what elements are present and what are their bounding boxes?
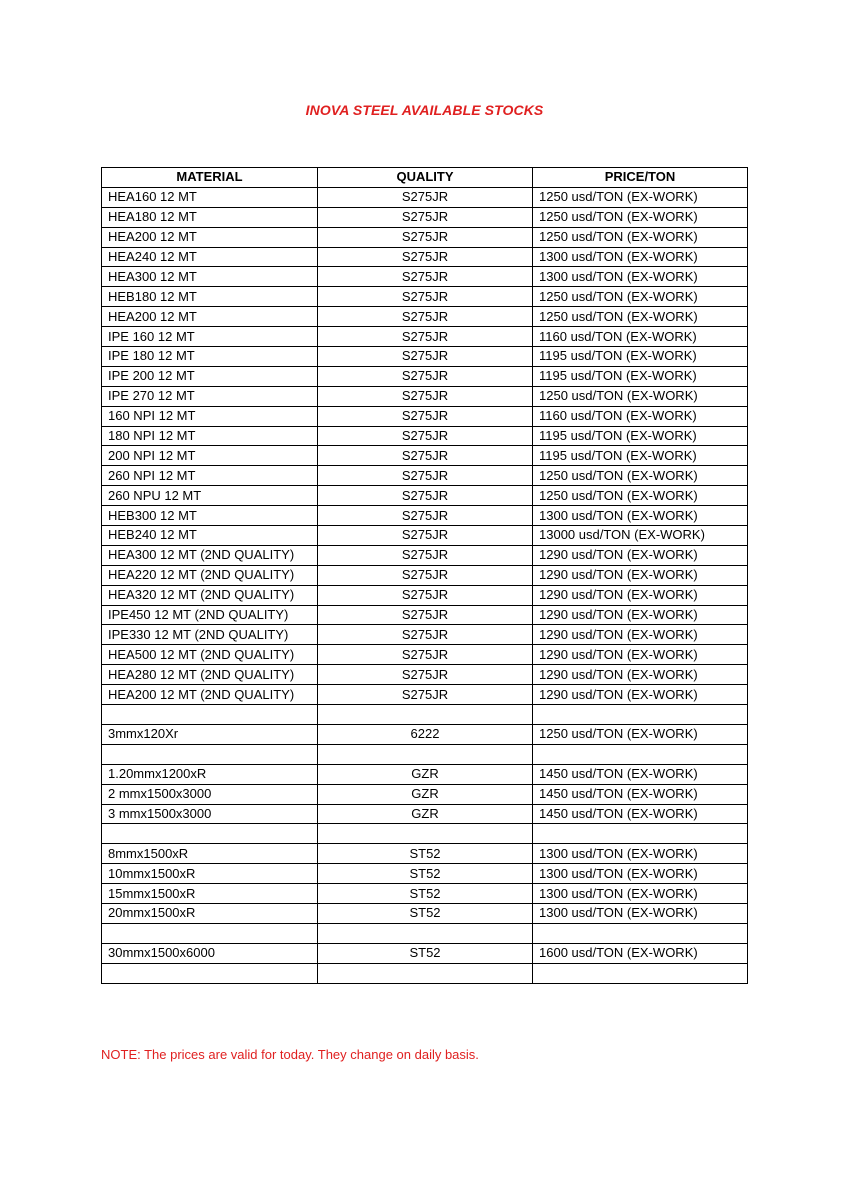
price-cell: 1160 usd/TON (EX-WORK) [533, 406, 748, 426]
table-row [102, 724, 748, 744]
price-cell: 1300 usd/TON (EX-WORK) [533, 247, 748, 267]
material-cell: IPE 160 12 MT [102, 327, 318, 347]
price-cell: 1250 usd/TON (EX-WORK) [533, 227, 748, 247]
quality-cell: S275JR [318, 545, 533, 565]
quality-cell: S275JR [318, 466, 533, 486]
table-row [102, 347, 748, 367]
quality-cell [318, 923, 533, 943]
table-row [102, 903, 748, 923]
material-cell: IPE450 12 MT (2ND QUALITY) [102, 605, 318, 625]
price-cell: 1160 usd/TON (EX-WORK) [533, 327, 748, 347]
table-row [102, 605, 748, 625]
price-cell: 1290 usd/TON (EX-WORK) [533, 625, 748, 645]
price-cell: 1250 usd/TON (EX-WORK) [533, 386, 748, 406]
price-cell [533, 744, 748, 764]
table-row [102, 585, 748, 605]
quality-cell: S275JR [318, 327, 533, 347]
table-row [102, 187, 748, 207]
material-cell: HEA240 12 MT [102, 247, 318, 267]
material-cell: HEA200 12 MT [102, 307, 318, 327]
table-row [102, 665, 748, 685]
stock-table [101, 167, 748, 984]
price-cell: 1450 usd/TON (EX-WORK) [533, 764, 748, 784]
stock-table-body [102, 187, 748, 983]
quality-cell: S275JR [318, 406, 533, 426]
quality-cell: S275JR [318, 526, 533, 546]
quality-cell: ST52 [318, 903, 533, 923]
table-row [102, 466, 748, 486]
table-row [102, 943, 748, 963]
price-cell [533, 923, 748, 943]
material-cell: 200 NPI 12 MT [102, 446, 318, 466]
material-cell: 2 mmx1500x3000 [102, 784, 318, 804]
quality-cell: S275JR [318, 565, 533, 585]
material-cell: 3mmx120Xr [102, 724, 318, 744]
table-row [102, 844, 748, 864]
material-cell: IPE 180 12 MT [102, 347, 318, 367]
table-row [102, 267, 748, 287]
table-row [102, 526, 748, 546]
quality-cell: S275JR [318, 247, 533, 267]
table-row [102, 247, 748, 267]
quality-cell: S275JR [318, 446, 533, 466]
quality-cell: ST52 [318, 884, 533, 904]
quality-cell: S275JR [318, 665, 533, 685]
price-cell: 1250 usd/TON (EX-WORK) [533, 287, 748, 307]
material-cell [102, 963, 318, 983]
table-row [102, 426, 748, 446]
price-cell: 1290 usd/TON (EX-WORK) [533, 665, 748, 685]
material-cell: 180 NPI 12 MT [102, 426, 318, 446]
quality-cell: S275JR [318, 347, 533, 367]
quality-cell: S275JR [318, 287, 533, 307]
header-material: MATERIAL [102, 168, 318, 188]
quality-cell: GZR [318, 804, 533, 824]
quality-cell: GZR [318, 784, 533, 804]
material-cell [102, 744, 318, 764]
quality-cell [318, 963, 533, 983]
quality-cell: S275JR [318, 585, 533, 605]
material-cell: 3 mmx1500x3000 [102, 804, 318, 824]
table-row [102, 207, 748, 227]
material-cell: 8mmx1500xR [102, 844, 318, 864]
material-cell: HEB300 12 MT [102, 506, 318, 526]
quality-cell: S275JR [318, 307, 533, 327]
price-cell: 1290 usd/TON (EX-WORK) [533, 605, 748, 625]
header-row [102, 168, 748, 188]
quality-cell: S275JR [318, 227, 533, 247]
price-cell: 1250 usd/TON (EX-WORK) [533, 466, 748, 486]
table-row [102, 744, 748, 764]
table-row [102, 227, 748, 247]
quality-cell [318, 705, 533, 725]
table-row [102, 645, 748, 665]
quality-cell: S275JR [318, 187, 533, 207]
quality-cell: S275JR [318, 267, 533, 287]
material-cell: 1.20mmx1200xR [102, 764, 318, 784]
material-cell: HEA180 12 MT [102, 207, 318, 227]
material-cell: HEA300 12 MT (2ND QUALITY) [102, 545, 318, 565]
price-cell: 1300 usd/TON (EX-WORK) [533, 903, 748, 923]
price-cell: 1195 usd/TON (EX-WORK) [533, 426, 748, 446]
material-cell: IPE 270 12 MT [102, 386, 318, 406]
table-row [102, 625, 748, 645]
material-cell: HEA320 12 MT (2ND QUALITY) [102, 585, 318, 605]
price-cell: 1250 usd/TON (EX-WORK) [533, 307, 748, 327]
material-cell: HEA160 12 MT [102, 187, 318, 207]
table-row [102, 406, 748, 426]
price-cell: 1290 usd/TON (EX-WORK) [533, 585, 748, 605]
quality-cell: ST52 [318, 864, 533, 884]
quality-cell: S275JR [318, 366, 533, 386]
table-row [102, 923, 748, 943]
material-cell: 15mmx1500xR [102, 884, 318, 904]
document-title: INOVA STEEL AVAILABLE STOCKS [305, 102, 544, 118]
price-cell: 1195 usd/TON (EX-WORK) [533, 366, 748, 386]
table-row [102, 366, 748, 386]
material-cell: HEB240 12 MT [102, 526, 318, 546]
material-cell [102, 824, 318, 844]
price-cell: 1450 usd/TON (EX-WORK) [533, 804, 748, 824]
quality-cell: S275JR [318, 207, 533, 227]
material-cell [102, 705, 318, 725]
price-cell: 1290 usd/TON (EX-WORK) [533, 685, 748, 705]
quality-cell: 6222 [318, 724, 533, 744]
price-cell: 1250 usd/TON (EX-WORK) [533, 187, 748, 207]
material-cell: HEA220 12 MT (2ND QUALITY) [102, 565, 318, 585]
price-cell [533, 824, 748, 844]
table-row [102, 287, 748, 307]
price-cell: 1300 usd/TON (EX-WORK) [533, 844, 748, 864]
quality-cell: S275JR [318, 386, 533, 406]
price-cell: 1290 usd/TON (EX-WORK) [533, 545, 748, 565]
table-row [102, 824, 748, 844]
material-cell: HEA500 12 MT (2ND QUALITY) [102, 645, 318, 665]
quality-cell: GZR [318, 764, 533, 784]
price-cell: 1300 usd/TON (EX-WORK) [533, 884, 748, 904]
price-cell: 1250 usd/TON (EX-WORK) [533, 724, 748, 744]
price-cell: 1600 usd/TON (EX-WORK) [533, 943, 748, 963]
table-row [102, 506, 748, 526]
material-cell: 10mmx1500xR [102, 864, 318, 884]
material-cell: 20mmx1500xR [102, 903, 318, 923]
header-price: PRICE/TON [533, 168, 748, 188]
quality-cell: S275JR [318, 605, 533, 625]
price-cell: 1300 usd/TON (EX-WORK) [533, 267, 748, 287]
table-row [102, 764, 748, 784]
quality-cell [318, 744, 533, 764]
price-cell: 13000 usd/TON (EX-WORK) [533, 526, 748, 546]
material-cell [102, 923, 318, 943]
table-row [102, 565, 748, 585]
material-cell: HEB180 12 MT [102, 287, 318, 307]
quality-cell: S275JR [318, 625, 533, 645]
table-row [102, 386, 748, 406]
material-cell: IPE 200 12 MT [102, 366, 318, 386]
price-cell: 1290 usd/TON (EX-WORK) [533, 565, 748, 585]
table-row [102, 446, 748, 466]
price-cell: 1250 usd/TON (EX-WORK) [533, 207, 748, 227]
material-cell: 160 NPI 12 MT [102, 406, 318, 426]
table-row [102, 864, 748, 884]
header-quality: QUALITY [318, 168, 533, 188]
table-row [102, 884, 748, 904]
material-cell: HEA200 12 MT (2ND QUALITY) [102, 685, 318, 705]
table-row [102, 307, 748, 327]
material-cell: 30mmx1500x6000 [102, 943, 318, 963]
price-cell: 1195 usd/TON (EX-WORK) [533, 347, 748, 367]
price-cell: 1300 usd/TON (EX-WORK) [533, 864, 748, 884]
price-cell [533, 963, 748, 983]
price-cell: 1250 usd/TON (EX-WORK) [533, 486, 748, 506]
table-row [102, 685, 748, 705]
table-row [102, 784, 748, 804]
table-row [102, 705, 748, 725]
quality-cell: ST52 [318, 943, 533, 963]
price-cell: 1300 usd/TON (EX-WORK) [533, 506, 748, 526]
price-cell [533, 705, 748, 725]
material-cell: 260 NPI 12 MT [102, 466, 318, 486]
material-cell: HEA300 12 MT [102, 267, 318, 287]
material-cell: HEA280 12 MT (2ND QUALITY) [102, 665, 318, 685]
material-cell: HEA200 12 MT [102, 227, 318, 247]
quality-cell: ST52 [318, 844, 533, 864]
quality-cell: S275JR [318, 506, 533, 526]
price-cell: 1290 usd/TON (EX-WORK) [533, 645, 748, 665]
price-cell: 1450 usd/TON (EX-WORK) [533, 784, 748, 804]
quality-cell: S275JR [318, 486, 533, 506]
table-row [102, 486, 748, 506]
material-cell: IPE330 12 MT (2ND QUALITY) [102, 625, 318, 645]
table-row [102, 804, 748, 824]
quality-cell: S275JR [318, 426, 533, 446]
quality-cell: S275JR [318, 645, 533, 665]
quality-cell: S275JR [318, 685, 533, 705]
table-row [102, 963, 748, 983]
stock-table-header [102, 168, 748, 188]
table-row [102, 327, 748, 347]
price-note: NOTE: The prices are valid for today. They change on daily basis. [101, 1047, 479, 1062]
material-cell: 260 NPU 12 MT [102, 486, 318, 506]
table-row [102, 545, 748, 565]
price-cell: 1195 usd/TON (EX-WORK) [533, 446, 748, 466]
quality-cell [318, 824, 533, 844]
